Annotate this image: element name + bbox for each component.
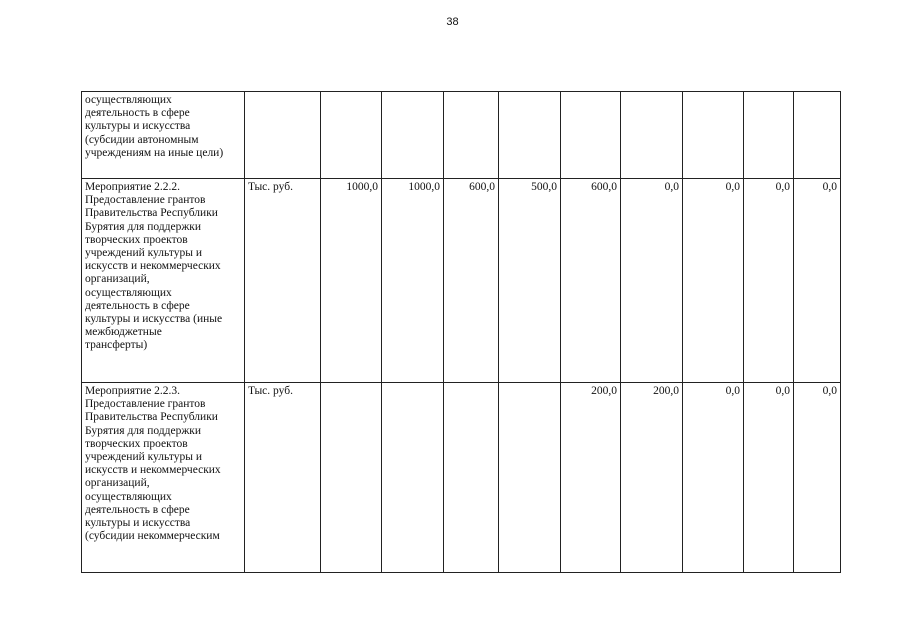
- table-row: [82, 92, 841, 179]
- value-cell: 0,0: [621, 179, 683, 383]
- value-cell: 0,0: [744, 383, 794, 573]
- row-name: осуществляющих деятельность в сфере культуры и искусства (субсидии автономным учреждениям на иные цели): [85, 94, 224, 159]
- unit-cell: Тыс. руб.: [245, 383, 321, 573]
- row-name-cell: [82, 92, 245, 179]
- value-cell: 0,0: [744, 179, 794, 383]
- value-cell: [499, 92, 561, 179]
- value-cell: [499, 383, 561, 573]
- page-number: 38: [446, 16, 459, 28]
- value-cell: 600,0: [561, 179, 621, 383]
- value-cell: 1000,0: [321, 179, 382, 383]
- table-row: [82, 383, 841, 573]
- row-name-cell: [82, 383, 245, 573]
- value-cell: 0,0: [794, 179, 841, 383]
- value-cell: [794, 92, 841, 179]
- value-cell: [321, 383, 382, 573]
- value-cell: [561, 92, 621, 179]
- value-cell: 200,0: [561, 383, 621, 573]
- value-cell: [744, 92, 794, 179]
- budget-table: [81, 91, 841, 573]
- value-cell: 0,0: [683, 383, 744, 573]
- value-cell: [683, 92, 744, 179]
- value-cell: 0,0: [683, 179, 744, 383]
- row-name-cell: [82, 179, 245, 383]
- value-cell: 500,0: [499, 179, 561, 383]
- value-cell: [621, 92, 683, 179]
- value-cell: [444, 92, 499, 179]
- value-cell: [444, 383, 499, 573]
- value-cell: 1000,0: [382, 179, 444, 383]
- value-cell: [321, 92, 382, 179]
- table-row: [82, 179, 841, 383]
- value-cell: 200,0: [621, 383, 683, 573]
- row-name: Мероприятие 2.2.3. Предоставление грантов Правительства Республики Бурятия для поддержки творческих проектов учреждений культуры и искусств и некоммерческих организаций, осуществляющих деятельность в сфере культуры и искусства (субсидии некоммерческим: [85, 385, 221, 543]
- unit-cell: [245, 92, 321, 179]
- value-cell: 0,0: [794, 383, 841, 573]
- unit-cell: Тыс. руб.: [245, 179, 321, 383]
- value-cell: [382, 383, 444, 573]
- row-name: Мероприятие 2.2.2. Предоставление грантов Правительства Республики Бурятия для поддержки творческих проектов учреждений культуры и искусств и некоммерческих организаций, осуществляющих деятельность в сфере культуры и искусства (иные межбюджетные трансферты): [85, 181, 223, 352]
- value-cell: [382, 92, 444, 179]
- value-cell: 600,0: [444, 179, 499, 383]
